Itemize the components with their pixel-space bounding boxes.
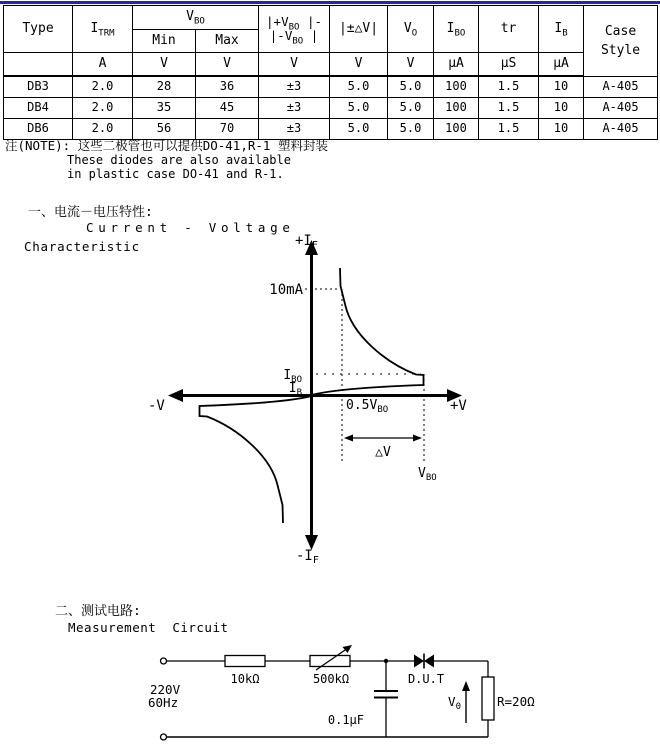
col-header-ib: $I_B$ [539,6,584,53]
junction-dot [384,659,388,663]
label-ib: $I_B$ [288,381,302,398]
label-delta-v: △V [375,445,391,460]
label-source-voltage: 220V [150,682,181,697]
label-resistor-500k: 500kΩ [312,672,350,686]
cell-case-style: A-405 [584,76,658,98]
col-header-case-style: Case Style [584,6,658,77]
col-header-type: Type [4,6,73,53]
cell-itrm: 2.0 [73,119,133,140]
page-top-rule [0,1,660,4]
unit-cell: V [259,53,330,77]
vo-arrowhead [462,681,470,691]
cell-ibo: 100 [434,119,479,140]
cell-vbo-max: 70 [196,119,259,140]
section1-heading-english: Current - Voltage [86,220,295,235]
label-minus-v: -V [148,398,165,414]
unit-cell: V [196,53,259,77]
label-vo: $V_0$ [448,694,461,712]
input-terminal-top [161,658,167,664]
measurement-circuit-diagram [145,643,545,747]
cell-vbo-diff: ±3 [259,76,330,98]
diac-triangle-right [424,655,434,668]
units-row [4,53,658,77]
resistor-10k-symbol [225,656,265,667]
col-header-vbo-diff: $|+V_{BO}$ |- $|-V_{BO}$ | [259,6,330,53]
col-header-vbo: $V_{BO}$ [133,6,259,30]
label-minus-if: $-I_F$ [296,548,319,566]
col-header-vbo-min: Min [133,30,196,53]
label-ibo: $I_{BO}$ [283,368,302,385]
label-source-frequency: 60Hz [148,695,179,710]
col-header-itrm: $I_{TRM}$ [73,6,133,53]
unit-cell: A [73,53,133,77]
unit-cell: V [133,53,196,77]
unit-cell [4,53,73,77]
cell-ib: 10 [539,119,584,140]
note-english-line1: These diodes are also available [67,153,291,167]
section2-heading-chinese: 二、测试电路: [55,604,141,619]
note-english-line2: in plastic case DO-41 and R-1. [67,167,284,181]
cell-itrm: 2.0 [73,76,133,98]
spec-table [3,5,658,140]
cell-vo: 5.0 [388,76,434,98]
cell-delta-v: 5.0 [330,119,388,140]
section1-heading-chinese: 一、电流－电压特性: [28,205,153,220]
unit-cell: μA [434,53,479,77]
cell-vbo-max: 36 [196,76,259,98]
cell-case-style: A-405 [584,98,658,119]
cell-case-style: A-405 [584,119,658,140]
cell-type: DB4 [4,98,73,119]
cell-vbo-max: 45 [196,98,259,119]
cell-vo: 5.0 [388,119,434,140]
cell-ibo: 100 [434,98,479,119]
unit-cell: V [388,53,434,77]
iv-curve-quadrant1 [312,268,424,395]
load-resistor-symbol [482,677,494,720]
cell-delta-v: 5.0 [330,98,388,119]
cell-itrm: 2.0 [73,98,133,119]
cell-delta-v: 5.0 [330,76,388,98]
col-header-ibo: $I_{BO}$ [434,6,479,53]
diac-triangle-left [414,655,424,668]
label-half-vbo: $0.5V_{BO}$ [346,398,389,415]
col-header-vo: $V_O$ [388,6,434,53]
label-plus-if: $+I_F$ [295,233,318,251]
col-header-tr: tr [479,6,539,53]
unit-cell: μA [539,53,584,77]
section1-heading-english2: Characteristic [24,239,140,254]
col-header-vbo-max: Max [196,30,259,53]
delta-v-arrowhead-left [344,435,353,442]
cell-vbo-min: 35 [133,98,196,119]
label-vbo: $V_{BO}$ [418,466,437,483]
label-plus-v: +V [450,398,467,414]
delta-v-arrowhead-right [413,435,422,442]
cell-vbo-diff: ±3 [259,98,330,119]
cell-ib: 10 [539,98,584,119]
cell-ibo: 100 [434,76,479,98]
cell-vbo-min: 56 [133,119,196,140]
cell-tr: 1.5 [479,98,539,119]
note-chinese: 注(NOTE): 这些二极管也可以提供DO-41,R-1 塑料封装 [5,138,328,153]
label-load-resistor: R=20Ω [497,694,535,709]
cell-vbo-diff: ±3 [259,119,330,140]
unit-cell: μS [479,53,539,77]
table-row-db3 [4,76,658,98]
table-row-db4 [4,98,658,119]
input-terminal-bottom [161,734,167,740]
cell-vbo-min: 28 [133,76,196,98]
cell-type: DB6 [4,119,73,140]
cell-vo: 5.0 [388,98,434,119]
label-capacitor: 0.1μF [327,713,364,727]
iv-curve-quadrant3 [200,396,312,523]
section2-heading-english: Measurement Circuit [68,620,229,635]
cell-tr: 1.5 [479,76,539,98]
cell-tr: 1.5 [479,119,539,140]
variable-resistor-arrowhead [343,645,353,653]
label-dut: D.U.T [407,672,445,686]
cell-ib: 10 [539,76,584,98]
col-header-delta-v: |±△V| [330,6,388,53]
unit-cell: V [330,53,388,77]
label-10ma: 10mA [269,282,303,298]
x-axis-arrow-left [168,389,183,402]
label-resistor-10k: 10kΩ [230,672,260,686]
iv-characteristic-diagram [140,226,480,571]
cell-type: DB3 [4,76,73,98]
